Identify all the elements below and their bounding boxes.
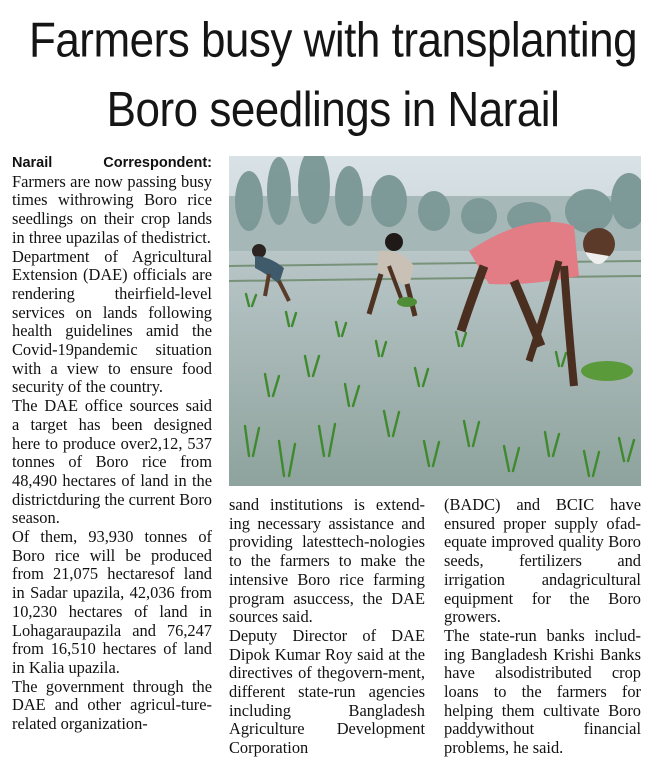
rice-field-photo [229, 156, 641, 486]
article-paragraph: The state-run banks includ-ing Bangladesh Krishi Banks have alsodistributed crop loans to the farmers for helping them cultivate Boro paddywithout financial problems, he said. [444, 625, 641, 758]
article-paragraph: The DAE office sources said a target has been designed here to produce over2,12, 537 tonnes of Boro rice from 48,490 hectares of land in the districtduring the current Boro season. [12, 396, 212, 528]
article-paragraph: Of them, 93,930 tonnes of Boro rice will be produced from 21,075 hectaresof land in Sadar upazila, 42,036 from 10,230 hectares of land in Lohagaraupazila and 76,247 from 16,510 hectares of land in Kalia upazila. [12, 527, 212, 677]
byline: Narail Correspondent: [12, 155, 212, 171]
article-paragraph [12, 153, 212, 248]
article-paragraph: sand institutions is extend-ing necessary assistance and providing latesttech-nologies to the farmers to make the intensive Boro rice farming program asuccess, the DAE sources said. [229, 495, 425, 627]
article-paragraph: Department of Agricultural Extension (DAE) officials are rendering theirfield-level services on lands following health guidelines amid the Covid-19pandemic situation with a view to ensure food security of the country. [12, 246, 212, 397]
article-paragraph: (BADC) and BCIC have ensured proper supply ofad-equate improved quality Boro seeds, fertilizers and irrigation andagricultural equipment for the Boro growers. [444, 495, 641, 627]
article-column-2 [229, 496, 425, 758]
headline-line-1: Farmers busy with transplanting [28, 12, 638, 68]
lead-text: Farmers are now passing busy times withrowing Boro rice seedlings on their crop lands in three upazilas of thedistrict. [12, 171, 212, 247]
article-paragraph: The government through the DAE and other agricul-ture-related organization- [12, 676, 212, 734]
headline-line-2: Boro seedlings in Narail [106, 82, 560, 138]
headline [0, 6, 666, 145]
article-column-1 [12, 153, 212, 734]
article-paragraph: Deputy Director of DAE Dipok Kumar Roy said at the directives of thegovern-ment, different state-run agencies including Bangladesh Agriculture Development Corporation [229, 625, 425, 758]
photo-illustration [229, 156, 641, 486]
article-column-3 [444, 496, 641, 758]
